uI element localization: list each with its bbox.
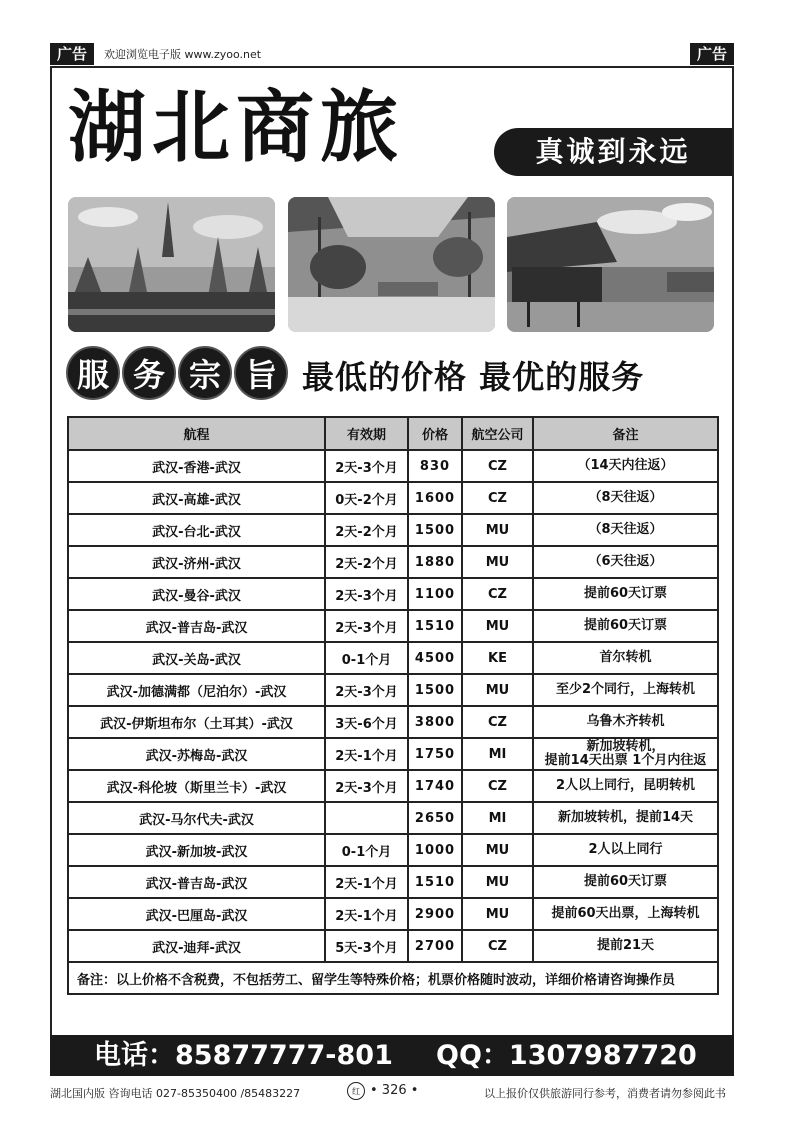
airline-cell: MU — [462, 610, 533, 642]
table-row — [68, 642, 718, 674]
price-cell: 1500 — [408, 514, 462, 546]
route-cell: 武汉-巴厘岛-武汉 — [68, 898, 325, 930]
note-cell: 提前60天出票，上海转机 — [533, 898, 718, 930]
price-cell: 2900 — [408, 898, 462, 930]
price-cell: 1750 — [408, 738, 462, 770]
validity-cell — [325, 802, 408, 834]
route-cell: 武汉-普吉岛-武汉 — [68, 866, 325, 898]
note-cell — [533, 738, 718, 770]
airline-cell: MU — [462, 834, 533, 866]
site-url-text: 欢迎浏览电子版 www.zyoo.net — [104, 48, 262, 61]
airline-cell: KE — [462, 642, 533, 674]
service-motto: 最低的价格 最优的服务 — [302, 358, 645, 396]
price-cell: 3800 — [408, 706, 462, 738]
route-cell: 武汉-科伦坡（斯里兰卡）-武汉 — [68, 770, 325, 802]
airline-cell: MU — [462, 866, 533, 898]
validity-cell: 0-1个月 — [325, 834, 408, 866]
service-badge-2: 务 — [122, 346, 176, 400]
airline-cell: MU — [462, 898, 533, 930]
note-cell: 提前60天订票 — [533, 610, 718, 642]
airline-cell: MU — [462, 546, 533, 578]
validity-cell: 2天-3个月 — [325, 770, 408, 802]
price-cell: 4500 — [408, 642, 462, 674]
note-cell: （14天内往返） — [533, 450, 718, 482]
footer-edition-info: 湖北国内版 咨询电话 027-85350400 /85483227 — [50, 1087, 301, 1100]
note-cell: （6天往返） — [533, 546, 718, 578]
airline-cell: MU — [462, 514, 533, 546]
table-row — [68, 802, 718, 834]
note-cell: （8天往返） — [533, 514, 718, 546]
validity-cell: 2天-3个月 — [325, 450, 408, 482]
price-cell: 1510 — [408, 610, 462, 642]
route-cell: 武汉-普吉岛-武汉 — [68, 610, 325, 642]
validity-cell: 0天-2个月 — [325, 482, 408, 514]
table-header-row — [68, 417, 718, 450]
table-footnote-row — [68, 962, 718, 994]
header-airline: 航空公司 — [462, 417, 533, 450]
note-cell: 2人以上同行 — [533, 834, 718, 866]
price-cell: 1500 — [408, 674, 462, 706]
beach-photo — [288, 197, 495, 332]
note-cell: 2人以上同行，昆明转机 — [533, 770, 718, 802]
header-route: 航程 — [68, 417, 325, 450]
route-cell: 武汉-新加坡-武汉 — [68, 834, 325, 866]
route-cell: 武汉-香港-武汉 — [68, 450, 325, 482]
header-note: 备注 — [533, 417, 718, 450]
route-cell: 武汉-马尔代夫-武汉 — [68, 802, 325, 834]
note-line-1: 新加坡转机， — [586, 739, 665, 754]
table-row — [68, 898, 718, 930]
airline-cell: CZ — [462, 930, 533, 962]
note-cell: 新加坡转机，提前14天 — [533, 802, 718, 834]
validity-cell: 2天-3个月 — [325, 578, 408, 610]
ad-tag-right: 广告 — [690, 43, 734, 65]
note-line-2: 提前14天出票 1个月内往返 — [544, 753, 707, 768]
validity-cell: 2天-2个月 — [325, 514, 408, 546]
ad-tag-left: 广告 — [50, 43, 94, 65]
route-cell: 武汉-关岛-武汉 — [68, 642, 325, 674]
validity-cell: 3天-6个月 — [325, 706, 408, 738]
contact-bar — [50, 1035, 734, 1076]
temple-photo — [68, 197, 275, 332]
brand-slogan: 真诚到永远 — [494, 128, 732, 176]
table-row — [68, 578, 718, 610]
price-cell: 2650 — [408, 802, 462, 834]
route-cell: 武汉-济州-武汉 — [68, 546, 325, 578]
note-cell: 提前60天订票 — [533, 578, 718, 610]
validity-cell: 2天-2个月 — [325, 546, 408, 578]
airline-cell: CZ — [462, 450, 533, 482]
header-price: 价格 — [408, 417, 462, 450]
header-validity: 有效期 — [325, 417, 408, 450]
price-cell: 1600 — [408, 482, 462, 514]
price-cell: 1510 — [408, 866, 462, 898]
route-cell: 武汉-高雄-武汉 — [68, 482, 325, 514]
airline-cell: MU — [462, 674, 533, 706]
airline-cell: CZ — [462, 706, 533, 738]
service-badge-4: 旨 — [234, 346, 288, 400]
price-cell: 830 — [408, 450, 462, 482]
table-row — [68, 834, 718, 866]
table-row — [68, 706, 718, 738]
note-cell: 提前21天 — [533, 930, 718, 962]
route-cell: 武汉-迪拜-武汉 — [68, 930, 325, 962]
validity-cell: 2天-1个月 — [325, 866, 408, 898]
qq-number: QQ：1307987720 — [436, 1040, 697, 1071]
route-cell: 武汉-伊斯坦布尔（土耳其）-武汉 — [68, 706, 325, 738]
table-footnote: 备注：以上价格不含税费，不包括劳工、留学生等特殊价格；机票价格随时波动，详细价格请咨询操作员 — [68, 962, 718, 994]
price-cell: 1000 — [408, 834, 462, 866]
table-row — [68, 482, 718, 514]
footer-disclaimer: 以上报价仅供旅游同行参考，消费者请勿参阅此书 — [484, 1087, 726, 1100]
service-purpose-badges — [66, 346, 290, 400]
price-cell: 1880 — [408, 546, 462, 578]
table-row — [68, 930, 718, 962]
table-row — [68, 674, 718, 706]
validity-cell: 0-1个月 — [325, 642, 408, 674]
validity-cell: 2天-3个月 — [325, 674, 408, 706]
airline-cell: CZ — [462, 578, 533, 610]
route-cell: 武汉-苏梅岛-武汉 — [68, 738, 325, 770]
price-cell: 2700 — [408, 930, 462, 962]
table-row — [68, 866, 718, 898]
page-number: • 326 • — [370, 1083, 419, 1098]
validity-cell: 2天-3个月 — [325, 610, 408, 642]
route-cell: 武汉-台北-武汉 — [68, 514, 325, 546]
table-row — [68, 514, 718, 546]
publisher-logo: 红 — [347, 1082, 365, 1100]
table-row — [68, 610, 718, 642]
airline-cell: MI — [462, 802, 533, 834]
note-cell: 乌鲁木齐转机 — [533, 706, 718, 738]
validity-cell: 5天-3个月 — [325, 930, 408, 962]
service-badge-3: 宗 — [178, 346, 232, 400]
table-row — [68, 546, 718, 578]
table-row — [68, 450, 718, 482]
route-cell: 武汉-加德满都（尼泊尔）-武汉 — [68, 674, 325, 706]
price-table — [67, 416, 719, 995]
price-cell: 1740 — [408, 770, 462, 802]
airline-cell: MI — [462, 738, 533, 770]
airline-cell: CZ — [462, 482, 533, 514]
service-badge-1: 服 — [66, 346, 120, 400]
table-row — [68, 738, 718, 770]
phone-number: 电话：85877777-801 — [94, 1040, 393, 1071]
note-cell: 至少2个同行，上海转机 — [533, 674, 718, 706]
price-cell: 1100 — [408, 578, 462, 610]
validity-cell: 2天-1个月 — [325, 738, 408, 770]
note-cell: 首尔转机 — [533, 642, 718, 674]
route-cell: 武汉-曼谷-武汉 — [68, 578, 325, 610]
validity-cell: 2天-1个月 — [325, 898, 408, 930]
stilt-house-photo — [507, 197, 714, 332]
airline-cell: CZ — [462, 770, 533, 802]
note-cell: （8天往返） — [533, 482, 718, 514]
table-row — [68, 770, 718, 802]
note-cell: 提前60天订票 — [533, 866, 718, 898]
brand-title: 湖北商旅 — [68, 83, 405, 173]
